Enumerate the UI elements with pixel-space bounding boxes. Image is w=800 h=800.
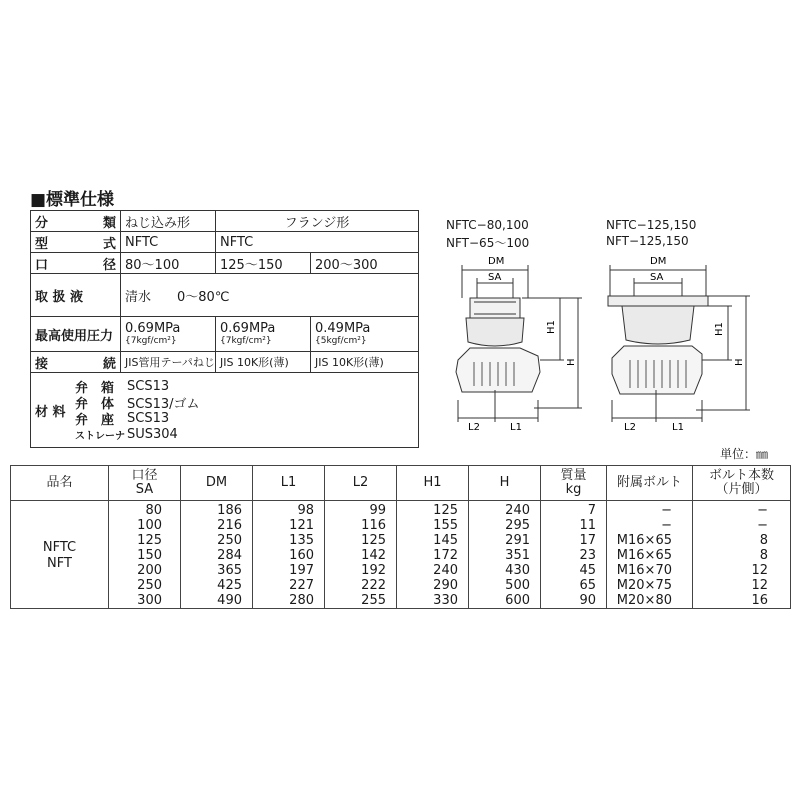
table-row <box>11 533 791 548</box>
l2-label: L2 <box>468 422 480 433</box>
cell: 0.69MPa <box>125 321 181 336</box>
diagram-title: NFTC−125,150 <box>606 218 697 232</box>
table-cell: 351 <box>469 548 541 563</box>
table-cell: 284 <box>181 548 253 563</box>
cell: 0.69MPa <box>220 321 276 336</box>
col-header: H1 <box>397 466 469 501</box>
cell: SCS13/ゴム <box>127 396 200 412</box>
cell: フランジ形 <box>216 211 419 232</box>
table-cell: 250 <box>181 533 253 548</box>
table-cell: 295 <box>469 518 541 533</box>
col-header: L1 <box>253 466 325 501</box>
h1-label: H1 <box>714 322 725 336</box>
table-cell: 425 <box>181 578 253 593</box>
label: 取 扱 液 <box>31 274 121 317</box>
col-header: 口径 SA <box>109 466 181 501</box>
table-cell: 216 <box>181 518 253 533</box>
spec-row-fluid <box>31 274 419 317</box>
col-header: DM <box>181 466 253 501</box>
spec-table <box>30 210 419 448</box>
table-cell: 12 <box>693 563 791 578</box>
cell: 0.49MPa <box>315 321 371 336</box>
table-cell: 121 <box>253 518 325 533</box>
table-cell: 125 <box>109 533 181 548</box>
label: 分 <box>35 215 49 231</box>
diagram-title: NFTC−80,100 <box>446 218 529 232</box>
table-cell: 240 <box>469 501 541 519</box>
dimension-table <box>10 465 791 609</box>
h-label: H <box>734 358 745 366</box>
table-cell: 145 <box>397 533 469 548</box>
spec-row-connection <box>31 352 419 373</box>
dm-label: DM <box>650 256 667 267</box>
table-cell: 80 <box>109 501 181 519</box>
cell: 80〜100 <box>121 253 216 274</box>
table-cell: 8 <box>693 533 791 548</box>
table-cell: 99 <box>325 501 397 519</box>
label: ストレーナ <box>75 430 125 442</box>
cell: SCS13 <box>127 378 170 394</box>
l1-label: L1 <box>672 422 684 433</box>
table-cell: 227 <box>253 578 325 593</box>
header-row <box>11 466 791 501</box>
sa-label: SA <box>488 272 502 283</box>
table-cell: 90 <box>541 593 607 609</box>
table-cell: 186 <box>181 501 253 519</box>
l1-label: L1 <box>510 422 522 433</box>
table-cell: 65 <box>541 578 607 593</box>
product-name-cell: NFTC NFT <box>11 501 109 609</box>
sa-label: SA <box>650 272 664 283</box>
table-cell: 12 <box>693 578 791 593</box>
spec-row-material <box>31 373 419 448</box>
col-header: 質量 kg <box>541 466 607 501</box>
label: 接 <box>35 356 49 372</box>
cell: SUS304 <box>127 426 178 442</box>
col-header: ボルト本数 （片側） <box>693 466 791 501</box>
cell: ねじ込み形 <box>121 211 216 232</box>
table-cell: M16×70 <box>607 563 693 578</box>
table-cell: − <box>607 518 693 533</box>
label: 弁 体 <box>75 396 115 412</box>
diagram-subtitle: NFT−125,150 <box>606 234 689 248</box>
section-title: ■標準仕様 <box>30 190 115 210</box>
table-cell: 250 <box>109 578 181 593</box>
table-cell: 430 <box>469 563 541 578</box>
unit-label: 単位：㎜ <box>719 447 768 461</box>
table-cell: 200 <box>109 563 181 578</box>
table-row <box>11 593 791 609</box>
table-cell: 600 <box>469 593 541 609</box>
table-cell: 45 <box>541 563 607 578</box>
spec-row-model <box>31 232 419 253</box>
spec-row-size <box>31 253 419 274</box>
table-cell: 300 <box>109 593 181 609</box>
cell: NFTC <box>121 232 216 253</box>
cell: 125〜150 <box>216 253 311 274</box>
cell: 清水 0〜80℃ <box>121 274 419 317</box>
h-label: H <box>566 358 577 366</box>
label: 弁 座 <box>75 412 115 428</box>
table-cell: 125 <box>397 501 469 519</box>
cell: 200〜300 <box>311 253 419 274</box>
table-cell: 192 <box>325 563 397 578</box>
table-cell: 291 <box>469 533 541 548</box>
label: 最高使用圧力 <box>31 317 121 352</box>
h1-label: H1 <box>546 320 557 334</box>
label: 弁 箱 <box>75 380 115 396</box>
table-cell: 7 <box>541 501 607 519</box>
l2-label: L2 <box>624 422 636 433</box>
table-cell: 142 <box>325 548 397 563</box>
cell: JIS管用テーパねじ <box>121 352 216 373</box>
label: 型 <box>35 236 49 252</box>
foot-valve-diagram-flange <box>598 250 768 435</box>
table-cell: 11 <box>541 518 607 533</box>
table-row <box>11 501 791 519</box>
table-cell: 160 <box>253 548 325 563</box>
col-header: 附属ボルト <box>607 466 693 501</box>
table-cell: 100 <box>109 518 181 533</box>
foot-valve-diagram-small <box>440 250 590 435</box>
label: 式 <box>102 236 116 252</box>
spec-row-pressure <box>31 317 419 352</box>
table-cell: 330 <box>397 593 469 609</box>
spec-row-classification <box>31 211 419 232</box>
label: 材 料 <box>35 404 66 420</box>
cell: NFTC <box>216 232 419 253</box>
table-cell: 490 <box>181 593 253 609</box>
table-cell: − <box>607 501 693 519</box>
table-cell: M16×65 <box>607 533 693 548</box>
col-header: L2 <box>325 466 397 501</box>
table-row <box>11 563 791 578</box>
table-cell: 150 <box>109 548 181 563</box>
table-cell: 240 <box>397 563 469 578</box>
table-cell: 135 <box>253 533 325 548</box>
diagram-subtitle: NFT−65〜100 <box>446 236 530 250</box>
table-cell: 197 <box>253 563 325 578</box>
table-cell: 16 <box>693 593 791 609</box>
cell: {7kgf/cm²} <box>125 336 177 346</box>
label: 類 <box>102 215 116 231</box>
table-cell: − <box>693 518 791 533</box>
table-cell: 280 <box>253 593 325 609</box>
table-cell: 290 <box>397 578 469 593</box>
label: 口 <box>35 257 49 273</box>
table-cell: 17 <box>541 533 607 548</box>
table-cell: − <box>693 501 791 519</box>
dm-label: DM <box>488 256 505 267</box>
cell: JIS 10K形(薄) <box>216 352 311 373</box>
table-row <box>11 548 791 563</box>
table-cell: 8 <box>693 548 791 563</box>
table-cell: 365 <box>181 563 253 578</box>
table-row <box>11 518 791 533</box>
table-cell: 125 <box>325 533 397 548</box>
table-cell: 500 <box>469 578 541 593</box>
label: 続 <box>102 356 116 372</box>
label: 径 <box>102 257 116 273</box>
table-cell: 255 <box>325 593 397 609</box>
table-row <box>11 578 791 593</box>
table-cell: 98 <box>253 501 325 519</box>
table-cell: 155 <box>397 518 469 533</box>
table-cell: M20×75 <box>607 578 693 593</box>
cell: {7kgf/cm²} <box>220 336 272 346</box>
cell: SCS13 <box>127 410 170 426</box>
table-cell: 222 <box>325 578 397 593</box>
table-cell: 172 <box>397 548 469 563</box>
cell: {5kgf/cm²} <box>315 336 367 346</box>
table-cell: 116 <box>325 518 397 533</box>
table-cell: M16×65 <box>607 548 693 563</box>
col-header: H <box>469 466 541 501</box>
table-cell: M20×80 <box>607 593 693 609</box>
col-header: 品名 <box>11 466 109 501</box>
cell: JIS 10K形(薄) <box>311 352 419 373</box>
table-cell: 23 <box>541 548 607 563</box>
